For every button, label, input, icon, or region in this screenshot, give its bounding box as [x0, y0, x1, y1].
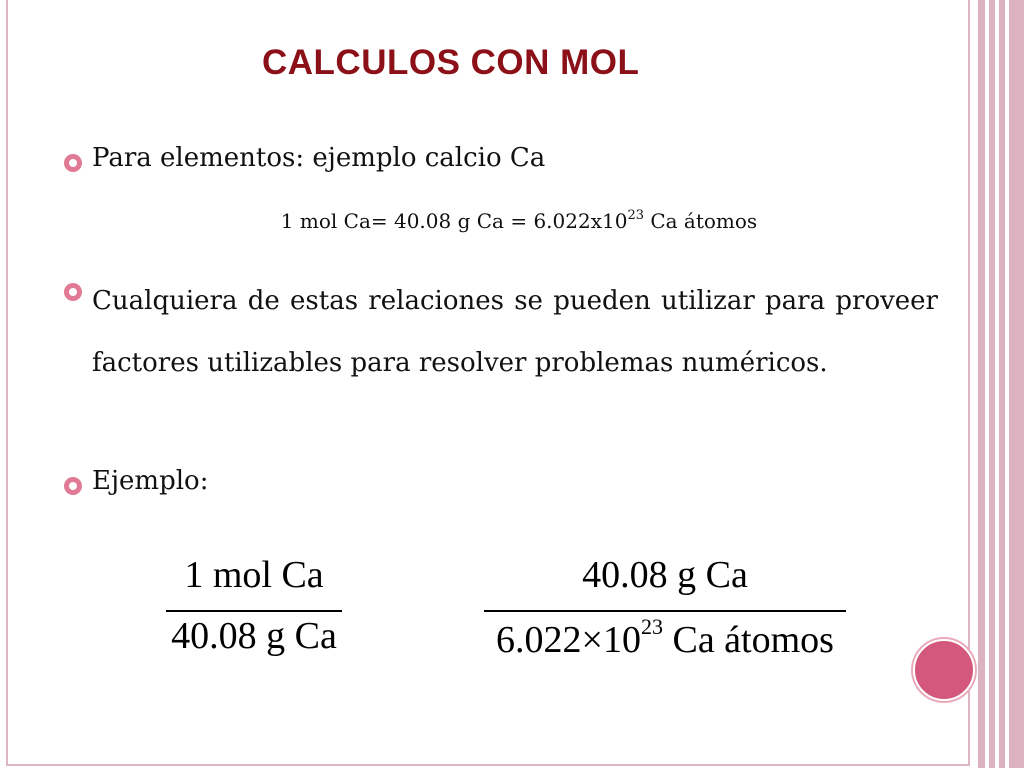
decorative-stripe	[978, 0, 985, 768]
equation-left: 1 mol Ca= 40.08 g Ca = 6.022x10	[280, 209, 628, 233]
fraction-numerator: 40.08 g Ca	[582, 554, 748, 596]
bullet-icon	[64, 154, 82, 172]
decorative-circle	[913, 639, 975, 701]
conversion-fraction-2	[484, 553, 846, 663]
decorative-stripe	[999, 0, 1005, 768]
fraction-bar	[484, 610, 846, 612]
fraction-bar	[166, 610, 342, 612]
fraction-denominator: 40.08 g Ca	[171, 615, 337, 657]
equation-right: Ca átomos	[643, 209, 758, 233]
fraction-denominator	[484, 614, 846, 662]
fraction-numerator: 1 mol Ca	[184, 554, 324, 596]
equation-exponent: 23	[627, 208, 644, 223]
decorative-stripe	[1009, 0, 1024, 768]
bullet-text-example: Ejemplo:	[92, 466, 209, 496]
slide-title: CALCULOS CON MOL	[262, 43, 640, 82]
bullet-icon	[64, 477, 82, 495]
denominator-base: 6.022×10	[496, 619, 641, 661]
mole-equation	[0, 208, 1024, 233]
bullet-text-relations: Cualquiera de estas relaciones se pueden utilizar para proveer factores utilizables para resolver problemas numéricos.	[92, 286, 938, 378]
bullet-icon	[64, 283, 82, 301]
conversion-fraction-1	[166, 553, 342, 663]
bullet-text-elements: Para elementos: ejemplo calcio Ca	[92, 143, 546, 173]
denominator-exponent: 23	[640, 614, 663, 639]
decorative-stripe	[989, 0, 995, 768]
denominator-unit: Ca átomos	[662, 619, 834, 661]
